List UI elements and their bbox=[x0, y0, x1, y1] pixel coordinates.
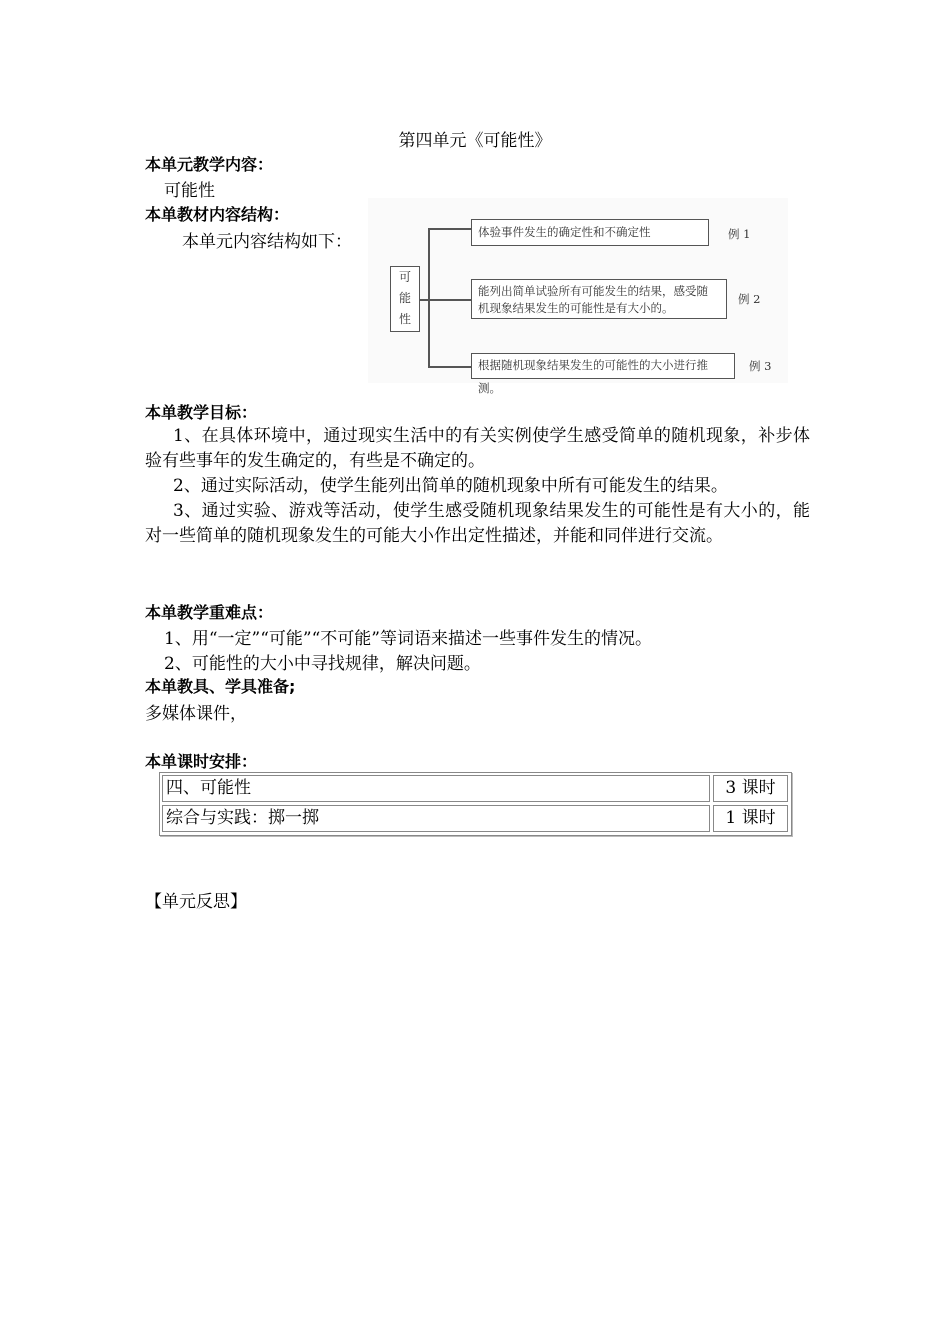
structure-heading: 本单教材内容结构： bbox=[145, 205, 290, 224]
diagram-example-label: 例 3 bbox=[749, 359, 772, 373]
content-heading: 本单元教学内容： bbox=[145, 155, 274, 174]
diagram-branch-text: 机现象结果发生的可能性是有大小的。 bbox=[478, 301, 674, 315]
keypoint-item: 1、用“一定”“可能”“不可能”等词语来描述一些事件发生的情况。 bbox=[164, 629, 652, 649]
goals-heading: 本单教学目标： bbox=[145, 403, 258, 422]
reflection-heading: 【单元反思】 bbox=[145, 892, 247, 912]
diagram-branch-box bbox=[471, 279, 727, 319]
diagram-example-label: 例 2 bbox=[738, 292, 761, 306]
goal-item: 3、通过实验、游戏等活动，使学生感受随机现象结果发生的可能性是有大小的，能对一些简单的随机现象发生的可能大小作出定性描述，并能和同伴进行交流。 bbox=[145, 501, 810, 546]
schedule-hours-cell: 3 课时 bbox=[713, 775, 788, 802]
schedule-topic-cell: 四、可能性 bbox=[162, 775, 710, 802]
diagram-root-char: 能 bbox=[398, 291, 411, 305]
diagram-branch-box bbox=[471, 219, 709, 246]
page-title: 第四单元《可能性》 bbox=[398, 131, 552, 151]
diagram-root-box bbox=[390, 266, 420, 332]
diagram-root-char: 可 bbox=[398, 270, 411, 284]
diagram-example-label: 例 1 bbox=[728, 227, 751, 241]
goal-item: 1、在具体环境中，通过现实生活中的有关实例使学生感受简单的随机现象，补步体验有些事年的发生确定的，有些是不确定的。 bbox=[145, 426, 810, 471]
structure-text: 本单元内容结构如下： bbox=[182, 232, 352, 252]
connector-line bbox=[428, 366, 471, 368]
content-text: 可能性 bbox=[164, 181, 215, 201]
diagram-branch-text: 体验事件发生的确定性和不确定性 bbox=[478, 225, 651, 239]
connector-line bbox=[428, 228, 430, 366]
schedule-hours-cell: 1 课时 bbox=[713, 805, 788, 832]
diagram-branch-text: 根据随机现象结果发生的可能性的大小进行推测。 bbox=[478, 358, 708, 395]
goal-item: 2、通过实际活动，使学生能列出简单的随机现象中所有可能发生的结果。 bbox=[173, 476, 728, 496]
schedule-heading: 本单课时安排： bbox=[145, 752, 258, 771]
tools-text: 多媒体课件， bbox=[145, 704, 247, 724]
structure-diagram bbox=[368, 198, 788, 395]
keypoints-heading: 本单教学重难点： bbox=[145, 603, 274, 622]
connector-line bbox=[428, 228, 471, 230]
tools-heading: 本单教具、学具准备; bbox=[145, 677, 296, 696]
diagram-branch-box bbox=[471, 353, 735, 395]
connector-line bbox=[420, 299, 428, 301]
diagram-branch-text: 能列出简单试验所有可能发生的结果，感受随 bbox=[478, 284, 708, 298]
schedule-topic-cell: 综合与实践：掷一掷 bbox=[162, 805, 710, 832]
keypoint-item: 2、可能性的大小中寻找规律，解决问题。 bbox=[164, 654, 481, 674]
connector-line bbox=[428, 299, 471, 301]
diagram-root-char: 性 bbox=[398, 312, 411, 326]
schedule-table bbox=[159, 772, 792, 836]
